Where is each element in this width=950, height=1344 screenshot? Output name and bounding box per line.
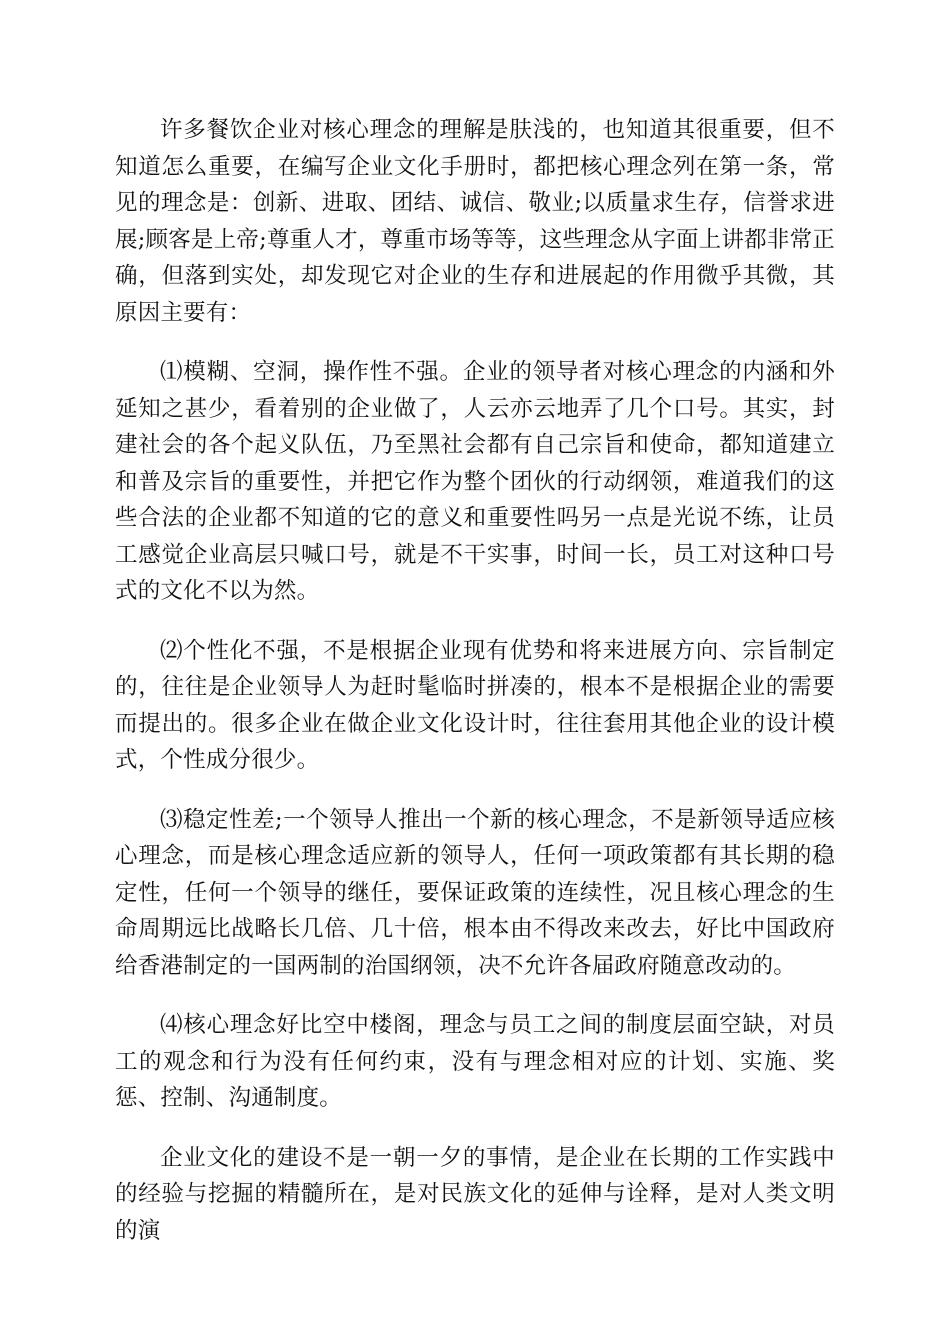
- paragraph-point-3: ⑶稳定性差;一个领导人推出一个新的核心理念，不是新领导适应核心理念，而是核心理念适应新的领导人，任何一项政策都有其长期的稳定性，任何一个领导的继任，要保证政策的连续性，况且核心理念的生命周期远比战略长几倍、几十倍，根本由不得改来改去，好比中国政府给香港制定的一国两制的治国纲领，决不允许各届政府随意改动的。: [115, 806, 835, 979]
- paragraph-point-2: ⑵个性化不强，不是根据企业现有优势和将来进展方向、宗旨制定的，往往是企业领导人为赶时髦临时拼凑的，根本不是根据企业的需要而提出的。很多企业在做企业文化设计时，往往套用其他企业的设计模式，个性成分很少。: [115, 637, 835, 773]
- paragraph-intro: 许多餐饮企业对核心理念的理解是肤浅的，也知道其很重要，但不知道怎么重要，在编写企业文化手册时，都把核心理念列在第一条，常见的理念是：创新、进取、团结、诚信、敬业;以质量求生存，信誉求进展;顾客是上帝;尊重人才，尊重市场等等，这些理念从字面上讲都非常正确，但落到实处，却发现它对企业的生存和进展起的作用微乎其微，其原因主要有：: [115, 117, 835, 326]
- paragraph-point-1: ⑴模糊、空洞，操作性不强。企业的领导者对核心理念的内涵和外延知之甚少，看着别的企业做了，人云亦云地弄了几个口号。其实，封建社会的各个起义队伍，乃至黑社会都有自己宗旨和使命，都知道建立和普及宗旨的重要性，并把它作为整个团伙的行动纲领，难道我们的这些合法的企业都不知道的它的意义和重要性吗另一点是光说不练，让员工感觉企业高层只喊口号，就是不干实事，时间一长，员工对这种口号式的文化不以为然。: [115, 359, 835, 604]
- paragraph-conclusion: 企业文化的建设不是一朝一夕的事情，是企业在长期的工作实践中的经验与挖掘的精髓所在，是对民族文化的延伸与诠释，是对人类文明的演: [115, 1144, 835, 1244]
- paragraph-point-4: ⑷核心理念好比空中楼阁，理念与员工之间的制度层面空缺，对员工的观念和行为没有任何约束，没有与理念相对应的计划、实施、奖惩、控制、沟通制度。: [115, 1012, 835, 1111]
- document-body: [115, 112, 835, 1272]
